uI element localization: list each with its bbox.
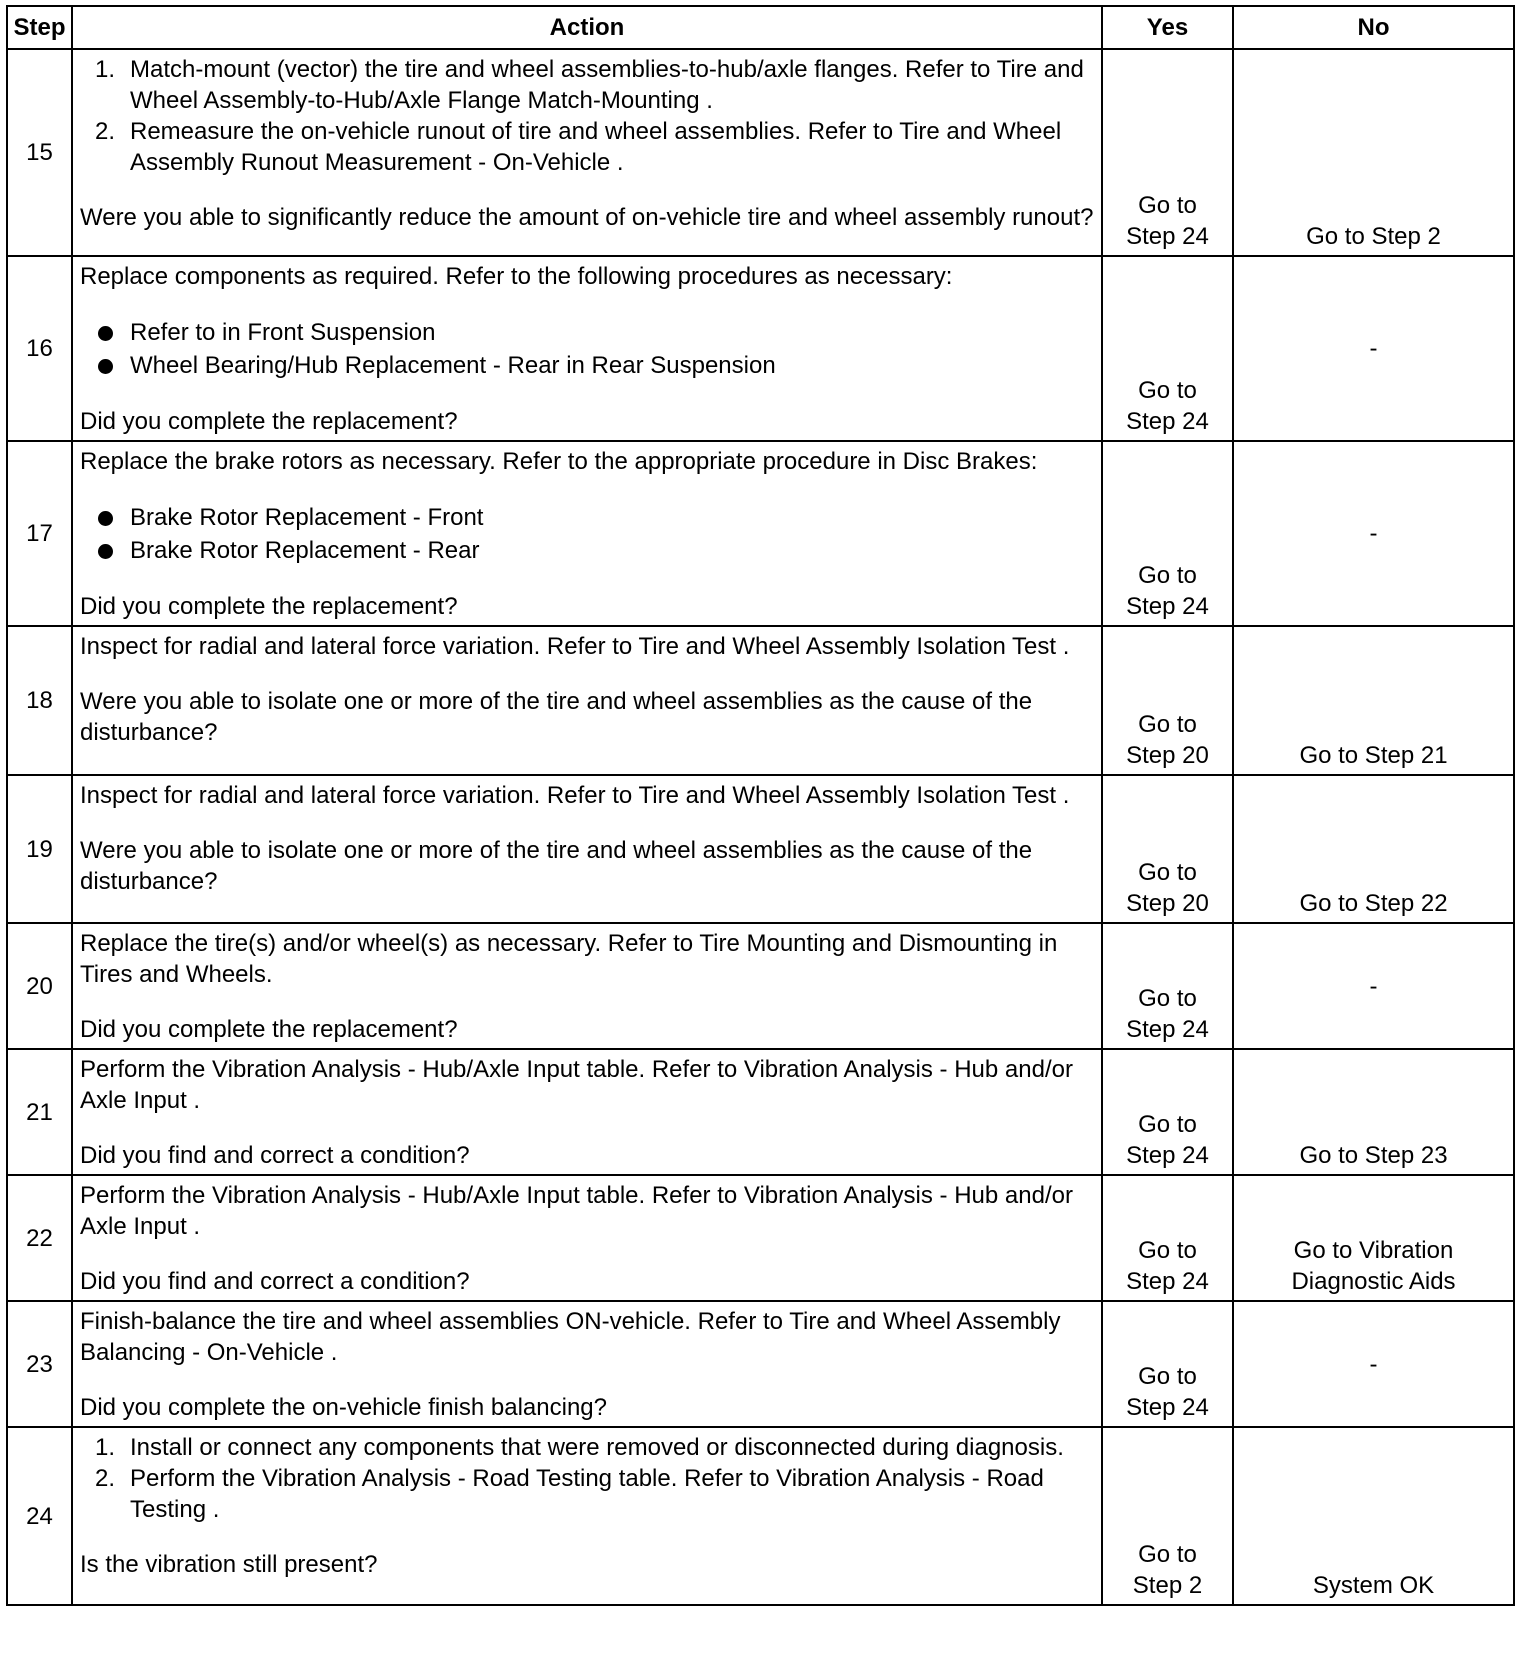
table-row bbox=[7, 1301, 1514, 1427]
yes-result bbox=[1102, 1427, 1233, 1605]
yes-result-line: Go to bbox=[1138, 711, 1197, 738]
spacer bbox=[80, 662, 1095, 686]
spacer bbox=[80, 477, 1095, 501]
table-header-row bbox=[7, 6, 1514, 49]
yes-result-line: Step 20 bbox=[1126, 890, 1209, 917]
action-question: Did you find and correct a condition? bbox=[80, 1142, 470, 1169]
table-row bbox=[7, 441, 1514, 626]
action-cell bbox=[72, 1049, 1102, 1175]
action-intro: Replace the brake rotors as necessary. Refer to the appropriate procedure in Disc Brakes: bbox=[80, 448, 1038, 475]
action-cell bbox=[72, 1427, 1102, 1605]
table-row bbox=[7, 775, 1514, 923]
no-result bbox=[1233, 1301, 1514, 1427]
list-item-text: Install or connect any components that were removed or disconnected during diagnosis. bbox=[130, 1434, 1064, 1461]
yes-result bbox=[1102, 626, 1233, 775]
action-question: Did you find and correct a condition? bbox=[80, 1268, 470, 1295]
no-result-line: - bbox=[1369, 972, 1378, 1000]
action-cell bbox=[72, 626, 1102, 775]
no-result-line: - bbox=[1369, 520, 1378, 547]
step-number: 17 bbox=[7, 441, 72, 626]
yes-result-line: Go to bbox=[1138, 985, 1197, 1012]
bullet-list-item bbox=[80, 501, 1095, 534]
table-body bbox=[7, 49, 1514, 1605]
numbered-list-item bbox=[80, 1463, 1095, 1525]
action-cell bbox=[72, 923, 1102, 1049]
no-result-line: - bbox=[1369, 335, 1378, 362]
numbered-list-item bbox=[80, 116, 1095, 178]
no-result-line: Go to Step 21 bbox=[1299, 742, 1448, 769]
action-cell bbox=[72, 49, 1102, 256]
action-cell bbox=[72, 775, 1102, 923]
yes-result-line: Go to bbox=[1138, 377, 1197, 404]
no-result-line: - bbox=[1369, 1350, 1378, 1378]
step-number: 16 bbox=[7, 256, 72, 441]
yes-result-line: Go to bbox=[1138, 562, 1197, 589]
action-intro: Replace components as required. Refer to the following procedures as necessary: bbox=[80, 263, 953, 290]
no-result-line: Go to Vibration bbox=[1293, 1237, 1454, 1264]
no-result bbox=[1233, 49, 1514, 256]
spacer bbox=[80, 1525, 1095, 1549]
step-number: 23 bbox=[7, 1301, 72, 1427]
table-row bbox=[7, 256, 1514, 441]
no-result bbox=[1233, 626, 1514, 775]
bullet-list bbox=[80, 316, 1095, 382]
table-row bbox=[7, 1175, 1514, 1301]
list-item-text: Brake Rotor Replacement - Rear bbox=[130, 537, 480, 564]
yes-result-line: Go to bbox=[1138, 1541, 1197, 1568]
list-number: 1. bbox=[95, 1434, 116, 1461]
header-yes: Yes bbox=[1102, 6, 1233, 49]
step-number: 21 bbox=[7, 1049, 72, 1175]
action-cell bbox=[72, 1301, 1102, 1427]
list-item-text: Refer to in Front Suspension bbox=[130, 319, 436, 346]
action-intro: Perform the Vibration Analysis - Hub/Axle Input table. Refer to Vibration Analysis - Hub and/or Axle Input . bbox=[80, 1056, 1073, 1114]
no-result-line: Go to Step 22 bbox=[1299, 890, 1448, 917]
yes-result-line: Step 24 bbox=[1126, 1016, 1209, 1043]
bullet-icon bbox=[98, 544, 113, 559]
step-number: 15 bbox=[7, 49, 72, 256]
spacer bbox=[80, 811, 1095, 835]
action-question: Did you complete the replacement? bbox=[80, 1016, 458, 1043]
yes-result bbox=[1102, 49, 1233, 256]
action-intro: Perform the Vibration Analysis - Hub/Axle Input table. Refer to Vibration Analysis - Hub and/or Axle Input . bbox=[80, 1182, 1073, 1240]
action-question: Is the vibration still present? bbox=[80, 1551, 378, 1578]
header-action: Action bbox=[72, 6, 1102, 49]
list-number: 1. bbox=[95, 56, 116, 83]
table-row bbox=[7, 49, 1514, 256]
spacer bbox=[80, 178, 1095, 202]
yes-result-line: Step 2 bbox=[1132, 1572, 1203, 1599]
no-result bbox=[1233, 775, 1514, 923]
yes-result-line: Go to bbox=[1138, 1363, 1197, 1390]
step-number: 22 bbox=[7, 1175, 72, 1301]
yes-result bbox=[1102, 775, 1233, 923]
yes-result-line: Step 24 bbox=[1126, 1268, 1209, 1295]
spacer bbox=[80, 382, 1095, 406]
bullet-list-item bbox=[80, 534, 1095, 567]
yes-result-line: Go to bbox=[1138, 1111, 1197, 1138]
action-question: Were you able to isolate one or more of the tire and wheel assemblies as the cause of the disturbance? bbox=[80, 688, 1033, 746]
action-intro: Inspect for radial and lateral force variation. Refer to Tire and Wheel Assembly Isolation Test . bbox=[80, 633, 1070, 660]
bullet-list-item bbox=[80, 316, 1095, 349]
yes-result-line: Step 24 bbox=[1126, 1142, 1209, 1169]
diagnostic-table bbox=[6, 5, 1515, 1606]
no-result-line: System OK bbox=[1312, 1572, 1435, 1599]
list-item-text: Perform the Vibration Analysis - Road Testing table. Refer to Vibration Analysis - Road Testing . bbox=[130, 1465, 1044, 1523]
no-result-line: Go to Step 2 bbox=[1306, 223, 1441, 250]
list-number: 2. bbox=[95, 1465, 116, 1492]
step-number: 19 bbox=[7, 775, 72, 923]
bullet-icon bbox=[98, 359, 113, 374]
no-result bbox=[1233, 1175, 1514, 1301]
list-item-text: Remeasure the on-vehicle runout of tire and wheel assemblies. Refer to Tire and Wheel Assembly Runout Measurement - On-Vehicle . bbox=[130, 118, 1062, 176]
action-question: Were you able to isolate one or more of the tire and wheel assemblies as the cause of the disturbance? bbox=[80, 837, 1033, 895]
spacer bbox=[80, 1242, 1095, 1266]
numbered-list-item bbox=[80, 1432, 1095, 1463]
yes-result-line: Step 20 bbox=[1126, 742, 1209, 769]
action-intro: Inspect for radial and lateral force variation. Refer to Tire and Wheel Assembly Isolation Test . bbox=[80, 782, 1070, 809]
yes-result-line: Go to bbox=[1138, 1237, 1197, 1264]
yes-result-line: Step 24 bbox=[1126, 223, 1209, 250]
step-number: 24 bbox=[7, 1427, 72, 1605]
yes-result-line: Go to bbox=[1138, 192, 1197, 219]
list-item-text: Wheel Bearing/Hub Replacement - Rear in Rear Suspension bbox=[130, 352, 776, 379]
action-cell bbox=[72, 256, 1102, 441]
bullet-list-item bbox=[80, 349, 1095, 382]
list-number: 2. bbox=[95, 118, 116, 145]
bullet-icon bbox=[98, 511, 113, 526]
table-row bbox=[7, 923, 1514, 1049]
header-no: No bbox=[1233, 6, 1514, 49]
numbered-list-item bbox=[80, 54, 1095, 116]
action-question: Were you able to significantly reduce the amount of on-vehicle tire and wheel assembly runout? bbox=[80, 204, 1094, 231]
list-item-text: Brake Rotor Replacement - Front bbox=[130, 504, 484, 531]
spacer bbox=[80, 292, 1095, 316]
table-row bbox=[7, 626, 1514, 775]
action-cell bbox=[72, 441, 1102, 626]
no-result bbox=[1233, 1049, 1514, 1175]
yes-result-line: Step 24 bbox=[1126, 593, 1209, 620]
spacer bbox=[80, 1368, 1095, 1392]
header-step: Step bbox=[7, 6, 72, 49]
spacer bbox=[80, 990, 1095, 1014]
step-number: 18 bbox=[7, 626, 72, 775]
action-question: Did you complete the on-vehicle finish balancing? bbox=[80, 1394, 607, 1421]
no-result-line: Diagnostic Aids bbox=[1291, 1268, 1456, 1295]
no-result bbox=[1233, 256, 1514, 441]
action-question: Did you complete the replacement? bbox=[80, 408, 458, 435]
no-result-line: Go to Step 23 bbox=[1299, 1142, 1448, 1169]
action-question: Did you complete the replacement? bbox=[80, 593, 458, 620]
yes-result-line: Go to bbox=[1138, 859, 1197, 886]
yes-result-line: Step 24 bbox=[1126, 408, 1209, 435]
numbered-list bbox=[80, 1432, 1095, 1525]
yes-result bbox=[1102, 256, 1233, 441]
yes-result bbox=[1102, 1175, 1233, 1301]
table-row bbox=[7, 1049, 1514, 1175]
numbered-list bbox=[80, 54, 1095, 178]
yes-result bbox=[1102, 1301, 1233, 1427]
no-result bbox=[1233, 923, 1514, 1049]
no-result bbox=[1233, 441, 1514, 626]
spacer bbox=[80, 1116, 1095, 1140]
list-item-text: Match-mount (vector) the tire and wheel assemblies-to-hub/axle flanges. Refer to Tire and Wheel Assembly-to-Hub/Axle Flange Match-Mounting . bbox=[130, 56, 1084, 114]
table-row bbox=[7, 1427, 1514, 1605]
action-intro: Finish-balance the tire and wheel assemblies ON-vehicle. Refer to Tire and Wheel Assembly Balancing - On-Vehicle . bbox=[80, 1308, 1061, 1366]
yes-result bbox=[1102, 1049, 1233, 1175]
no-result bbox=[1233, 1427, 1514, 1605]
action-intro: Replace the tire(s) and/or wheel(s) as necessary. Refer to Tire Mounting and Dismounting in Tires and Wheels. bbox=[80, 930, 1058, 988]
bullet-list bbox=[80, 501, 1095, 567]
bullet-icon bbox=[98, 326, 113, 341]
action-cell bbox=[72, 1175, 1102, 1301]
yes-result bbox=[1102, 923, 1233, 1049]
spacer bbox=[80, 567, 1095, 591]
yes-result bbox=[1102, 441, 1233, 626]
step-number: 20 bbox=[7, 923, 72, 1049]
yes-result-line: Step 24 bbox=[1126, 1394, 1209, 1421]
